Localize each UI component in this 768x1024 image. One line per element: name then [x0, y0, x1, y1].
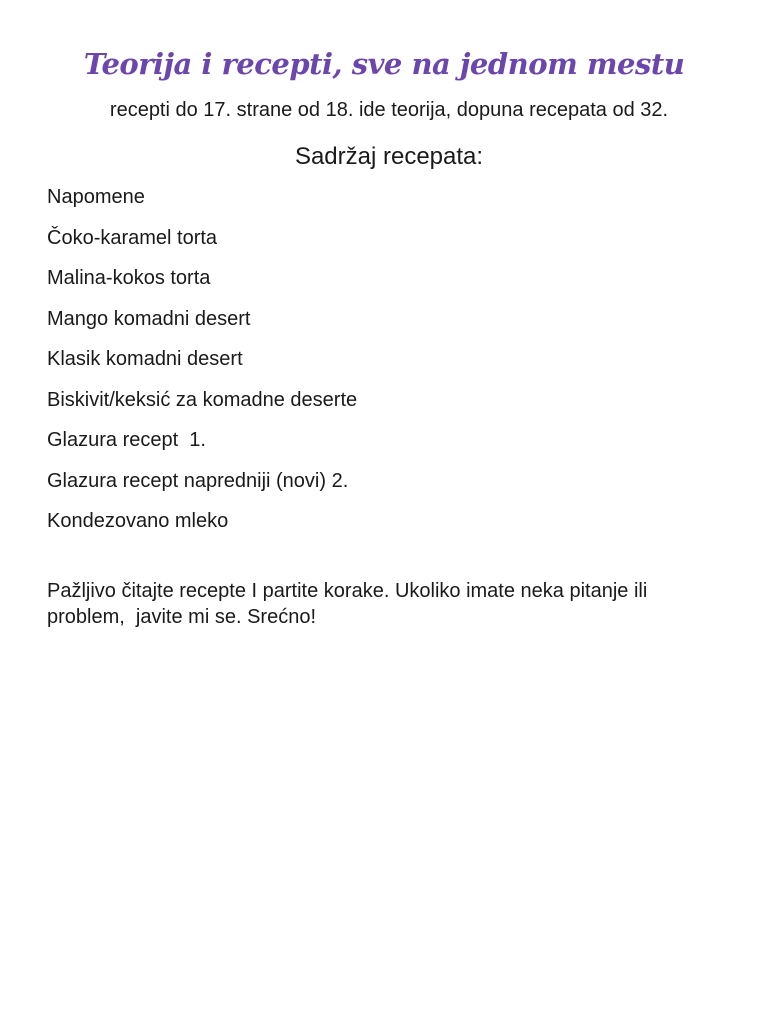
- toc-item: Kondezovano mleko: [47, 510, 229, 532]
- toc-item: Klasik komadni desert: [47, 348, 243, 370]
- toc-heading: Sadržaj recepata:: [294, 143, 484, 170]
- toc-item: Glazura recept napredniji (novi) 2.: [47, 469, 349, 492]
- toc-item: Glazura recept 1.: [47, 429, 206, 451]
- toc-item: Mango komadni desert: [47, 307, 251, 330]
- page-title: Teorija i recepti, sve na jednom mestu: [83, 47, 685, 81]
- closing-note: Pažljivo čitajte recepte I partite korake. Ukoliko imate neka pitanje ili problem, javite mi se. Srećno!: [47, 580, 653, 628]
- toc-list: [47, 183, 357, 548]
- page-subtitle: recepti do 17. strane od 18. ide teorija, dopuna recepata od 32.: [109, 99, 669, 121]
- toc-item: Malina-kokos torta: [47, 267, 211, 289]
- toc-item: Čoko-karamel torta: [47, 226, 218, 249]
- toc-item: Biskivit/keksić za komadne deserte: [47, 388, 358, 411]
- toc-item: Napomene: [47, 186, 145, 208]
